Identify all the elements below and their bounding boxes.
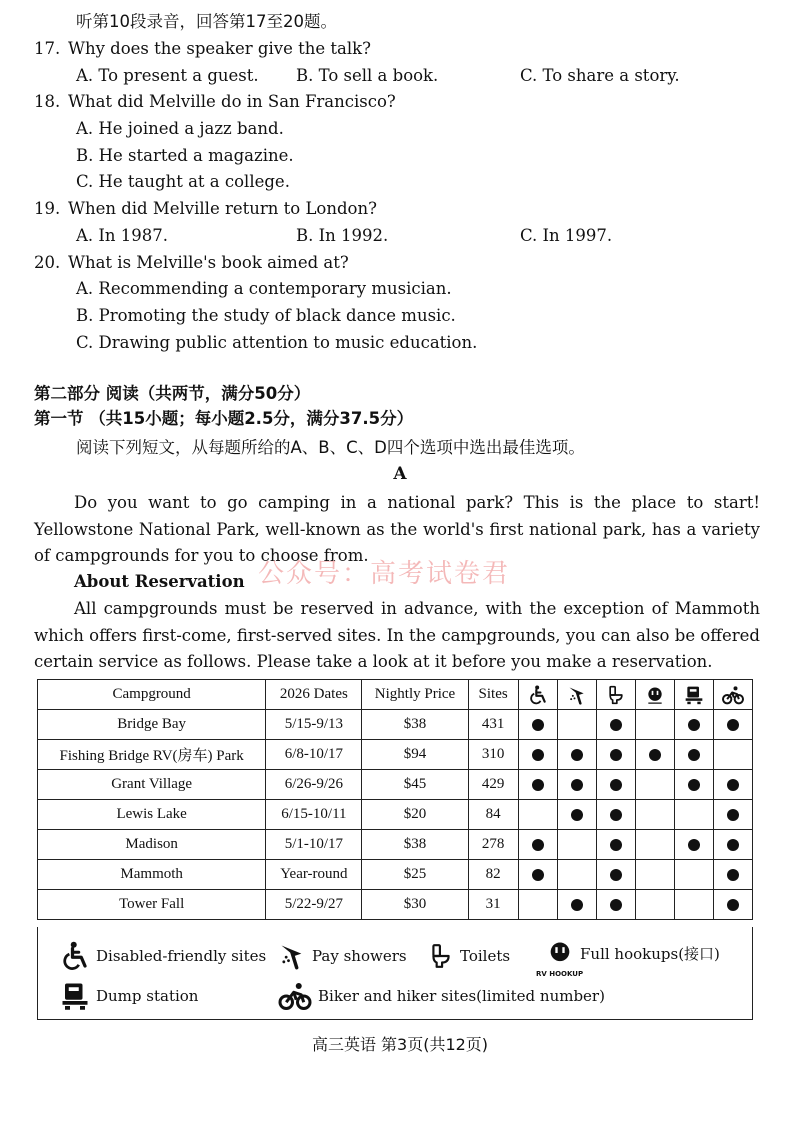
- dates-cell: 5/22-9/27: [266, 890, 362, 920]
- paragraph-text: Do you want to go camping in a national park? This is the place to start! Yellowstone National Park, well-known as the world's first national park, has a variety of campgrounds for you to choose from.: [34, 493, 760, 565]
- option-a: A. He joined a jazz band.: [76, 119, 284, 138]
- paragraph-text: All campgrounds must be reserved in advance, with the exception of Mammoth which offers first-come, first-served sites. In the campgrounds, you can also be offered certain service as follows. Please take a look at it before you make a reservation.: [34, 599, 760, 671]
- service-cell: [713, 800, 752, 830]
- table-row: [38, 740, 753, 770]
- shower-icon: [278, 941, 306, 971]
- service-cell: [674, 710, 713, 740]
- sites-cell: 429: [468, 770, 518, 800]
- sites-cell: 278: [468, 830, 518, 860]
- question-text: Why does the speaker give the talk?: [68, 39, 371, 58]
- question-17: [34, 38, 371, 60]
- service-cell: [596, 860, 635, 890]
- column-header: Campground: [38, 680, 266, 710]
- service-cell: [713, 860, 752, 890]
- available-dot: [727, 719, 739, 731]
- service-cell: [518, 710, 557, 740]
- sites-cell: 84: [468, 800, 518, 830]
- sites-cell: 431: [468, 710, 518, 740]
- question-18: [34, 91, 396, 113]
- table-legend: [37, 927, 753, 1020]
- service-cell: [674, 860, 713, 890]
- service-cell: [674, 890, 713, 920]
- service-cell: [713, 710, 752, 740]
- price-cell: $45: [362, 770, 468, 800]
- question-number: 20.: [34, 253, 61, 272]
- campground-name: Tower Fall: [38, 890, 266, 920]
- sites-cell: 310: [468, 740, 518, 770]
- available-dot: [610, 749, 622, 761]
- service-cell: [674, 800, 713, 830]
- price-cell: $38: [362, 830, 468, 860]
- question-text: What is Melville's book aimed at?: [68, 253, 349, 272]
- price-cell: $94: [362, 740, 468, 770]
- question-text: What did Melville do in San Francisco?: [68, 92, 396, 111]
- column-header: 2026 Dates: [266, 680, 362, 710]
- legend-biker: [278, 981, 605, 1011]
- column-header-dump: [674, 680, 713, 710]
- legend-dump: [60, 981, 198, 1011]
- service-cell: [518, 770, 557, 800]
- available-dot: [649, 749, 661, 761]
- service-cell: [635, 890, 674, 920]
- campground-name: Bridge Bay: [38, 710, 266, 740]
- option-c: C. In 1997.: [520, 226, 613, 245]
- available-dot: [688, 839, 700, 851]
- table-row: [38, 860, 753, 890]
- toilet-icon: [428, 941, 454, 971]
- service-cell: [635, 830, 674, 860]
- service-cell: [713, 770, 752, 800]
- service-cell: [557, 740, 596, 770]
- available-dot: [610, 779, 622, 791]
- part-title: 第二部分 阅读（共两节，满分50分）: [34, 384, 311, 403]
- available-dot: [688, 749, 700, 761]
- service-cell: [635, 770, 674, 800]
- service-cell: [674, 740, 713, 770]
- column-header-disabled: [518, 680, 557, 710]
- available-dot: [688, 719, 700, 731]
- wheelchair-icon: [528, 685, 548, 705]
- price-cell: $30: [362, 890, 468, 920]
- service-cell: [596, 830, 635, 860]
- column-header-toilets: [596, 680, 635, 710]
- available-dot: [727, 899, 739, 911]
- available-dot: [532, 779, 544, 791]
- dates-cell: 5/15-9/13: [266, 710, 362, 740]
- available-dot: [688, 779, 700, 791]
- dates-cell: 5/1-10/17: [266, 830, 362, 860]
- table-header-row: [38, 680, 753, 710]
- dates-cell: 6/8-10/17: [266, 740, 362, 770]
- service-cell: [674, 770, 713, 800]
- service-cell: [518, 890, 557, 920]
- option-a: A. Recommending a contemporary musician.: [76, 279, 452, 298]
- legend-disabled: [60, 941, 266, 971]
- service-cell: [557, 830, 596, 860]
- service-cell: [518, 860, 557, 890]
- service-cell: [518, 800, 557, 830]
- legend-label: Toilets: [460, 947, 511, 965]
- reading-instruction: 阅读下列短文，从每题所给的A、B、C、D四个选项中选出最佳选项。: [76, 438, 585, 457]
- rv-hookup-caption: RV HOOKUP: [536, 970, 584, 978]
- legend-label: Full hookups(接口): [580, 944, 720, 963]
- available-dot: [610, 869, 622, 881]
- legend-label: Disabled-friendly sites: [96, 947, 267, 965]
- legend-toilets: [428, 941, 510, 971]
- bike-icon: [722, 685, 744, 705]
- passage-letter: A: [393, 464, 407, 484]
- legend-label: Dump station: [96, 987, 199, 1005]
- available-dot: [571, 749, 583, 761]
- service-cell: [713, 890, 752, 920]
- available-dot: [610, 809, 622, 821]
- option-b: B. In 1992.: [296, 226, 389, 245]
- table-row: [38, 770, 753, 800]
- option-b: B. He started a magazine.: [76, 146, 294, 165]
- rv-hookup-icon: [645, 685, 665, 705]
- dump-station-icon: [60, 981, 90, 1011]
- toilet-icon: [606, 685, 626, 705]
- legend-label: Biker and hiker sites(limited number): [318, 987, 605, 1005]
- bike-icon: [278, 981, 312, 1011]
- section-title: 第一节 （共15小题；每小题2.5分，满分37.5分）: [34, 409, 414, 428]
- option-b: B. To sell a book.: [296, 66, 439, 85]
- price-cell: $25: [362, 860, 468, 890]
- available-dot: [727, 779, 739, 791]
- dates-cell: 6/26-9/26: [266, 770, 362, 800]
- available-dot: [532, 839, 544, 851]
- option-b: B. Promoting the study of black dance music.: [76, 306, 456, 325]
- campground-name: Lewis Lake: [38, 800, 266, 830]
- available-dot: [727, 839, 739, 851]
- shower-icon: [567, 685, 587, 705]
- available-dot: [532, 869, 544, 881]
- service-cell: [674, 830, 713, 860]
- question-number: 18.: [34, 92, 61, 111]
- available-dot: [532, 749, 544, 761]
- service-cell: [557, 770, 596, 800]
- table-row: [38, 800, 753, 830]
- option-c: C. He taught at a college.: [76, 172, 290, 191]
- service-cell: [635, 800, 674, 830]
- legend-hookups: [546, 939, 720, 967]
- available-dot: [610, 899, 622, 911]
- column-header: Nightly Price: [362, 680, 468, 710]
- available-dot: [727, 809, 739, 821]
- available-dot: [532, 719, 544, 731]
- subheading: About Reservation: [74, 572, 245, 591]
- available-dot: [571, 779, 583, 791]
- table-row: [38, 890, 753, 920]
- available-dot: [727, 869, 739, 881]
- dump-station-icon: [684, 685, 704, 705]
- available-dot: [571, 899, 583, 911]
- service-cell: [596, 800, 635, 830]
- option-a: A. In 1987.: [76, 226, 169, 245]
- table-body: [38, 710, 753, 920]
- campground-name: Mammoth: [38, 860, 266, 890]
- service-cell: [596, 740, 635, 770]
- service-cell: [518, 830, 557, 860]
- service-cell: [557, 710, 596, 740]
- question-text: When did Melville return to London?: [68, 199, 377, 218]
- column-header-showers: [557, 680, 596, 710]
- campground-name: Madison: [38, 830, 266, 860]
- campground-name: Grant Village: [38, 770, 266, 800]
- service-cell: [557, 860, 596, 890]
- wheelchair-icon: [60, 941, 90, 971]
- service-cell: [713, 830, 752, 860]
- service-cell: [518, 740, 557, 770]
- available-dot: [610, 839, 622, 851]
- sites-cell: 82: [468, 860, 518, 890]
- service-cell: [635, 860, 674, 890]
- service-cell: [596, 710, 635, 740]
- column-header-hookups: [635, 680, 674, 710]
- service-cell: [557, 800, 596, 830]
- option-a: A. To present a guest.: [76, 66, 259, 85]
- price-cell: $38: [362, 710, 468, 740]
- option-c: C. To share a story.: [520, 66, 680, 85]
- price-cell: $20: [362, 800, 468, 830]
- service-cell: [713, 740, 752, 770]
- table-row: [38, 830, 753, 860]
- question-number: 17.: [34, 39, 61, 58]
- legend-label: Pay showers: [312, 947, 407, 965]
- rv-hookup-icon: [546, 939, 574, 967]
- service-cell: [557, 890, 596, 920]
- passage-paragraph-2: [34, 596, 760, 676]
- available-dot: [610, 719, 622, 731]
- service-cell: [635, 740, 674, 770]
- legend-showers: [278, 941, 407, 971]
- service-cell: [596, 890, 635, 920]
- dates-cell: Year-round: [266, 860, 362, 890]
- service-cell: [635, 710, 674, 740]
- column-header-biker: [713, 680, 752, 710]
- page-footer: 高三英语 第3页(共12页): [311, 1035, 489, 1054]
- service-cell: [596, 770, 635, 800]
- question-19: [34, 198, 377, 220]
- option-c: C. Drawing public attention to music education.: [76, 333, 478, 352]
- dates-cell: 6/15-10/11: [266, 800, 362, 830]
- available-dot: [571, 809, 583, 821]
- question-number: 19.: [34, 199, 61, 218]
- campground-table: [37, 679, 753, 920]
- question-20: [34, 252, 349, 274]
- table-row: [38, 710, 753, 740]
- column-header: Sites: [468, 680, 518, 710]
- listening-intro: 听第10段录音，回答第17至20题。: [76, 12, 337, 31]
- sites-cell: 31: [468, 890, 518, 920]
- watermark: 公众号：高考试卷君: [258, 559, 511, 589]
- campground-name: Fishing Bridge RV(房车) Park: [38, 740, 266, 770]
